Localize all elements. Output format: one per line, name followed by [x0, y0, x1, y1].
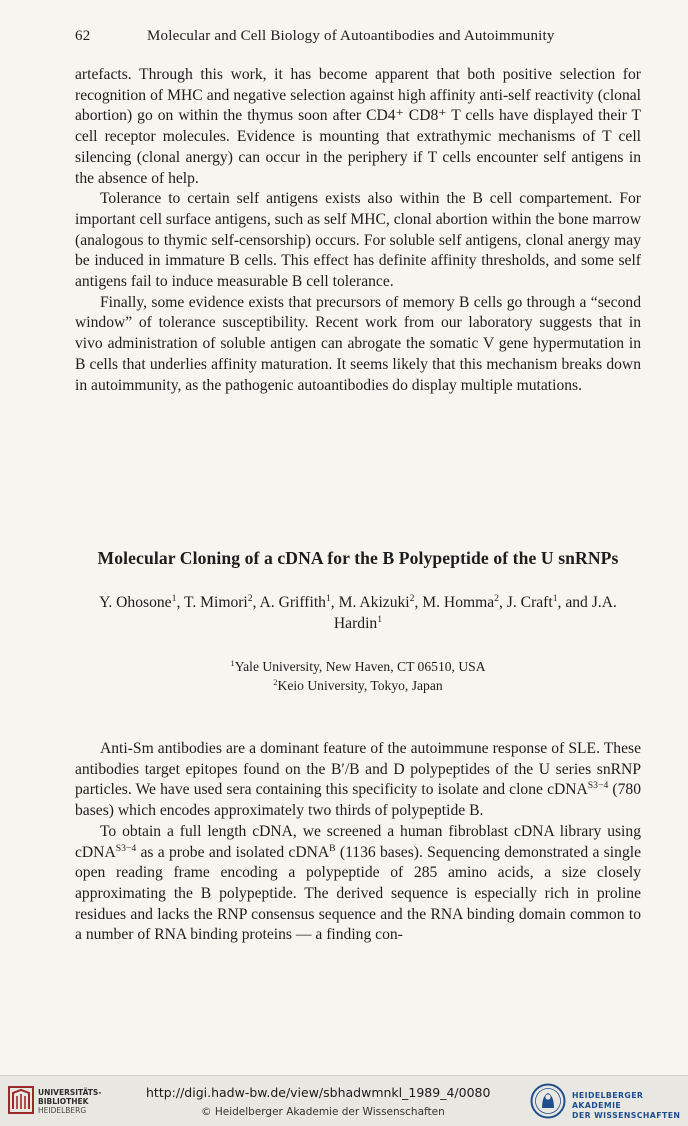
digitization-footer	[0, 1075, 688, 1126]
author-name: T. Mimori	[183, 594, 248, 611]
academy-name: HEIDELBERGER AKADEMIE DER WISSENSCHAFTEN	[572, 1091, 681, 1120]
paragraph-3: Finally, some evidence exists that precursors of memory B cells go through a “second window” of tolerance susceptibility. Recent work from our laboratory suggests that in vivo administration of soluble antigen can abrogate the somatic V gene hypermutation in B cells that underlies affinity maturation. It seems likely that this mechanism breaks down in autoimmunity, as the pathogenic autoantibodies do display multiple mutations.	[75, 293, 641, 394]
affiliation-marker: 1	[230, 657, 235, 668]
affiliation-line: $^2$Keio University, Tokyo, Japan	[273, 676, 443, 693]
affiliation-marker: 2	[247, 593, 253, 605]
affiliation-marker: 1	[377, 613, 383, 625]
paragraph-4: Anti-Sm antibodies are a dominant feature of the autoimmune response of SLE. These antibodies target epitopes found on the B′/B and D polypeptides of the U series snRNP particles. We have used sera containing this specificity to isolate and clone cDNA$^{S3-4}$ (780 bases) which encodes approximately two thirds of polypeptide B.	[75, 740, 642, 820]
author-name: M. Akizuki	[338, 594, 410, 611]
author-list: Y. Ohosone$^1$, T. Mimori$^2$, A. Griffith$^1$, M. Akizuki$^2$, M. Homma$^2$, J. Craft$^1$, and J.A. Hardin$^1$	[99, 593, 617, 632]
university-library-logo-icon	[8, 1085, 34, 1115]
paragraph-5: To obtain a full length cDNA, we screened a human fibroblast cDNA library using cDNA$^{S3-4}$ as a probe and isolated cDNA$^B$ (1136 bases). Sequencing demonstrated a single open reading frame encoding a polypeptide of 285 amino acids, a size closely approximating the B polypeptide. The derived sequence is especially rich in proline residues and lacks the RNP consensus sequence and the RNA binding domain common to a number of RNA binding proteins — a finding con-	[75, 822, 641, 944]
affiliation-marker: 2	[273, 676, 278, 687]
body-text-top	[75, 65, 641, 396]
body-text-bottom	[75, 739, 641, 946]
affiliation-marker: 1	[552, 593, 558, 605]
affiliation-marker: 2	[494, 593, 499, 605]
affiliation-list	[75, 657, 641, 695]
permalink-url[interactable]: http://digi.hadw-bw.de/view/sbhadwmnkl_1989_4/0080	[146, 1085, 491, 1100]
affiliation-marker: 2	[409, 593, 415, 605]
paragraph-2: Tolerance to certain self antigens exists also within the B cell compartement. For important cell surface antigens, such as self MHC, clonal abortion within the bone marrow (analogous to thymic self-censorship) occurs. For soluble self antigens, clonal anergy may be induced in immature B cells. This effect has definite affinity thresholds, and some self antigens fail to induce measurable B cell tolerance.	[75, 190, 641, 291]
author-name: M. Homma	[422, 594, 495, 611]
affiliation-marker: 1	[325, 593, 331, 605]
academy-seal-icon	[530, 1083, 566, 1119]
author-name: Y. Ohosone	[99, 594, 172, 611]
university-library-name: UNIVERSITÄTS- BIBLIOTHEK HEIDELBERG	[38, 1088, 102, 1115]
affiliation-marker: 1	[171, 593, 177, 605]
author-name: J. Craft	[506, 594, 553, 611]
paragraph-1: artefacts. Through this work, it has become apparent that both positive selection for recognition of MHC and negative selection against high affinity anti-self reactivity (clonal abortion) go on within the thymus soon after CD4⁺ CD8⁺ T cells have displayed their T cell receptor molecules. Evidence is mounting that extrathymic mechanisms of T cell silencing (clonal anergy) can occur in the periphery if T cells encounter self antigens in the absence of help.	[75, 66, 641, 187]
running-title: Molecular and Cell Biology of Autoantibodies and Autoimmunity	[147, 28, 555, 44]
copyright-notice: © Heidelberger Akademie der Wissenschaften	[201, 1106, 445, 1118]
page-number: 62	[75, 28, 91, 44]
affiliation-line: $^1$Yale University, New Haven, CT 06510, USA	[230, 657, 486, 674]
author-name: and J.A. Hardin	[333, 594, 617, 632]
section-heading: Molecular Cloning of a cDNA for the B Polypeptide of the U snRNPs	[97, 548, 619, 568]
author-name: A. Griffith	[259, 594, 326, 611]
